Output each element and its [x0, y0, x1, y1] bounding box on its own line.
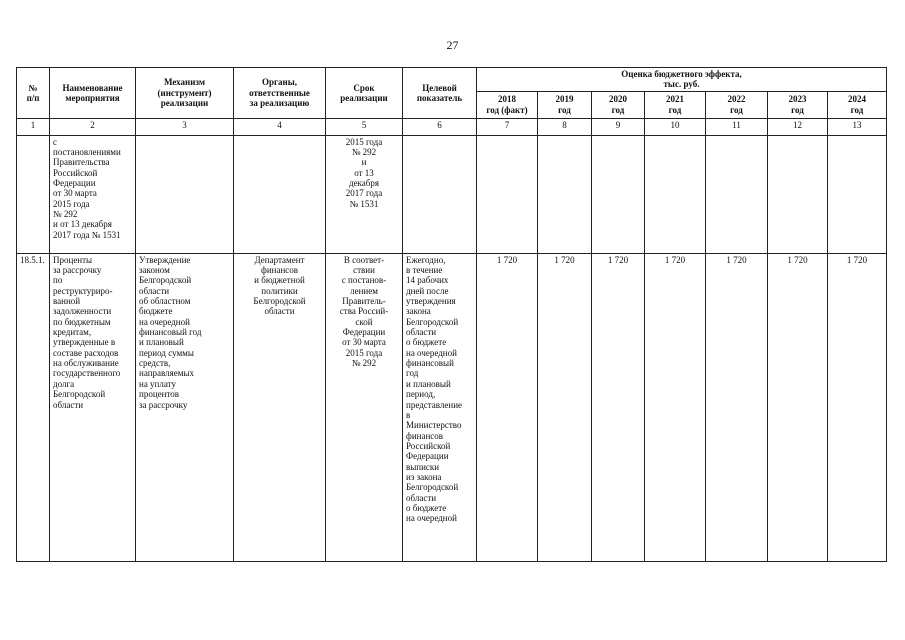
column-number: 7	[477, 118, 538, 135]
header-row-1	[17, 68, 887, 92]
column-number: 13	[828, 118, 887, 135]
header-year: 2023 год	[768, 91, 828, 118]
row-term: В соответ- ствии с постанов- лением Правитель- ства Россий- ской Федерации от 30 марта 2015 года № 292	[326, 253, 403, 561]
row-value	[538, 135, 592, 253]
row-value	[477, 135, 538, 253]
row-value: 1 720	[645, 253, 706, 561]
row-value: 1 720	[706, 253, 768, 561]
header-organs: Органы, ответственные за реализацию	[234, 68, 326, 119]
row-value	[706, 135, 768, 253]
row-number: 18.5.1.	[17, 253, 50, 561]
row-target	[403, 135, 477, 253]
row-value	[828, 135, 887, 253]
row-term: 2015 года № 292 и от 13 декабря 2017 года № 1531	[326, 135, 403, 253]
column-number: 9	[592, 118, 645, 135]
header-year: 2020 год	[592, 91, 645, 118]
column-number: 4	[234, 118, 326, 135]
row-value	[645, 135, 706, 253]
column-number: 1	[17, 118, 50, 135]
row-mechanism: Утверждение законом Белгородской области об областном бюджете на очередной финансовый год и плановый период суммы средств, направляемых на уплату процентов за рассрочку	[136, 253, 234, 561]
header-year: 2022 год	[706, 91, 768, 118]
header-year: 2021 год	[645, 91, 706, 118]
row-name: с постановлениями Правительства Российской Федерации от 30 марта 2015 года № 292 и от 13 декабря 2017 года № 1531	[50, 135, 136, 253]
budget-effect-table	[16, 67, 887, 562]
row-value	[768, 135, 828, 253]
row-value: 1 720	[538, 253, 592, 561]
row-organs: Департамент финансов и бюджетной политики Белгородской области	[234, 253, 326, 561]
column-number: 2	[50, 118, 136, 135]
row-value: 1 720	[768, 253, 828, 561]
header-term: Срок реализации	[326, 68, 403, 119]
row-target: Ежегодно, в течение 14 рабочих дней после утверждения закона Белгородской области о бюджете на очередной финансовый год и плановый период, представление в Министерство финансов Российской Федерации выписки из закона Белгородской области о бюджете на очередной	[403, 253, 477, 561]
header-budget-effect: Оценка бюджетного эффекта, тыс. руб.	[477, 68, 887, 92]
table-row	[17, 135, 887, 253]
column-number: 8	[538, 118, 592, 135]
row-mechanism	[136, 135, 234, 253]
header-year: 2024 год	[828, 91, 887, 118]
header-name: Наименование мероприятия	[50, 68, 136, 119]
row-value: 1 720	[828, 253, 887, 561]
row-value: 1 720	[477, 253, 538, 561]
column-number: 10	[645, 118, 706, 135]
table-row	[17, 253, 887, 561]
row-value	[592, 135, 645, 253]
header-mechanism: Механизм (инструмент) реализации	[136, 68, 234, 119]
row-name: Проценты за рассрочку по реструктуриро- ванной задолженности по бюджетным кредитам, утвержденные в составе расходов на обслуживание государственного долга Белгородской области	[50, 253, 136, 561]
column-number: 5	[326, 118, 403, 135]
row-value: 1 720	[592, 253, 645, 561]
row-number	[17, 135, 50, 253]
header-target: Целевой показатель	[403, 68, 477, 119]
page-number: 27	[446, 38, 459, 52]
header-year: 2018 год (факт)	[477, 91, 538, 118]
column-number-row	[17, 118, 887, 135]
column-number: 6	[403, 118, 477, 135]
column-number: 3	[136, 118, 234, 135]
row-organs	[234, 135, 326, 253]
column-number: 12	[768, 118, 828, 135]
column-number: 11	[706, 118, 768, 135]
header-year: 2019 год	[538, 91, 592, 118]
header-num: № п/п	[17, 68, 50, 119]
